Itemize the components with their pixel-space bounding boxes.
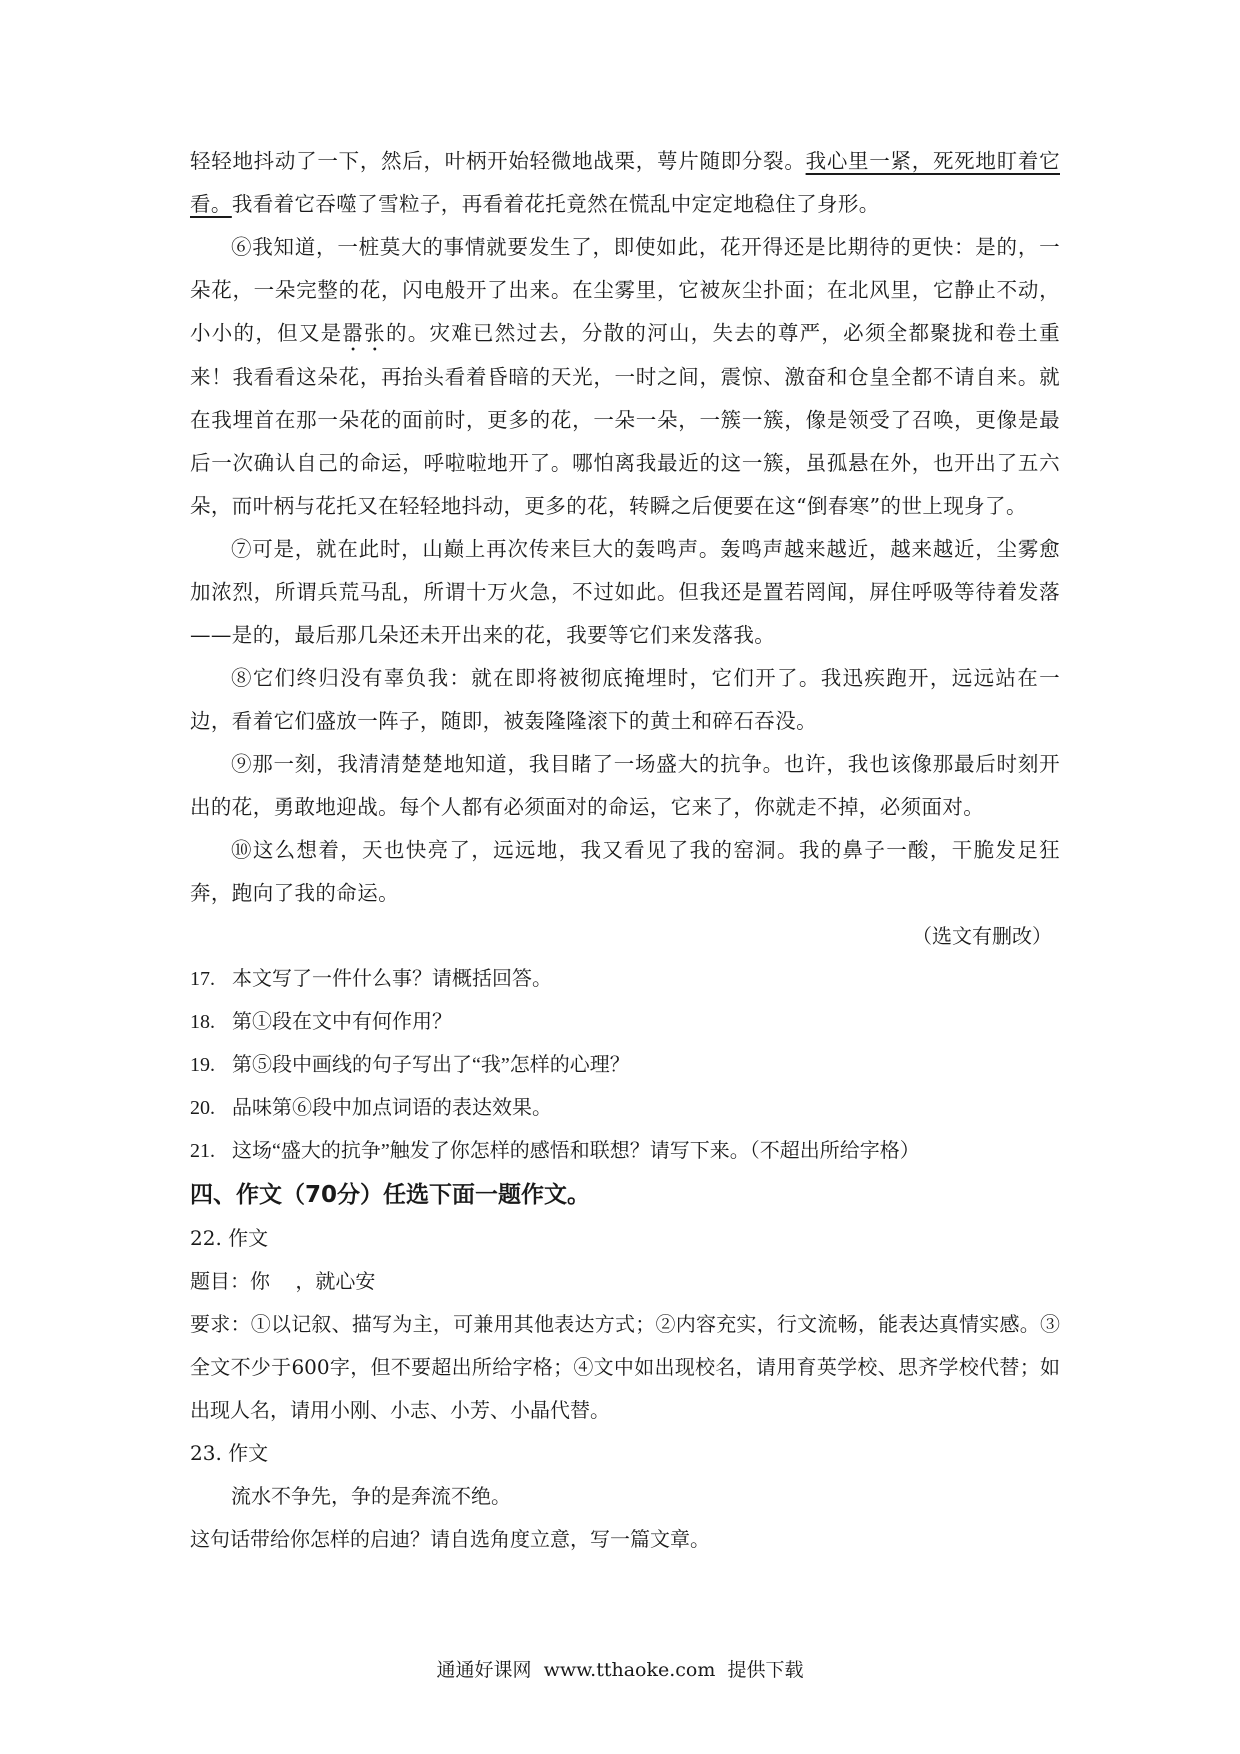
passage-paragraph-10: ⑩这么想着，天也快亮了，远远地，我又看见了我的窑洞。我的鼻子一酸，干脆发足狂奔，跑向了我的命运。 [190, 838, 1060, 905]
question-text: 第①段在文中有何作用？ [232, 1011, 452, 1033]
essay-section-title: 四、作文（70分）任选下面一题作文。 [190, 1182, 591, 1208]
dotted-word: 嚣张 [342, 321, 386, 345]
question-21 [190, 1130, 1060, 1173]
question-17 [190, 958, 1060, 1001]
question-number: 21. [190, 1140, 215, 1162]
passage-paragraph-6 [190, 226, 1060, 528]
question-text: 品味第⑥段中加点词语的表达效果。 [232, 1097, 552, 1119]
question-number: 18. [190, 1011, 215, 1033]
essay-23-prompt: 这句话带给你怎样的启迪？请自选角度立意，写一篇文章。 [190, 1527, 710, 1551]
page-footer: 通通好课网 www.tthaoke.com 提供下载 [436, 1659, 804, 1681]
p5-text-b: 我看着它吞噬了雪粒子，再看着花托竟然在慌乱中定定地稳住了身形。 [231, 192, 880, 216]
underlined-sentence: 我心里一紧，死死地盯着它看。 [190, 149, 1060, 216]
p5-text-a: 轻轻地抖动了一下，然后，叶柄开始轻微地战栗，萼片随即分裂。 [190, 149, 806, 173]
essay-23-label: 23. 作文 [190, 1441, 269, 1465]
question-19 [190, 1044, 1060, 1087]
question-number: 20. [190, 1097, 215, 1119]
passage-paragraph-7: ⑦可是，就在此时，山巅上再次传来巨大的轰鸣声。轰鸣声越来越近，越来越近，尘雾愈加浓烈，所谓兵荒马乱，所谓十万火急，不过如此。但我还是置若罔闻，屏住呼吸等待着发落——是的，最后那几朵还未开出来的花，我要等它们来发落我。 [190, 537, 1060, 647]
essay-22-topic: 题目：你 ，就心安 [190, 1269, 376, 1293]
essay-23-quote: 流水不争先，争的是奔流不绝。 [231, 1484, 511, 1508]
question-list [190, 958, 1060, 1173]
question-20 [190, 1087, 1060, 1130]
question-text: 本文写了一件什么事？请概括回答。 [232, 968, 552, 990]
essay-22-requirements: 要求：①以记叙、描写为主，可兼用其他表达方式；②内容充实，行文流畅，能表达真情实感。③全文不少于600字，但不要超出所给字格；④文中如出现校名，请用育英学校、思齐学校代替；如出现人名，请用小刚、小志、小芳、小晶代替。 [190, 1312, 1060, 1422]
question-18 [190, 1001, 1060, 1044]
passage-paragraph-9: ⑨那一刻，我清清楚楚地知道，我目睹了一场盛大的抗争。也许，我也该像那最后时刻开出的花，勇敢地迎战。每个人都有必须面对的命运，它来了，你就走不掉，必须面对。 [190, 752, 1060, 819]
passage-paragraph-8: ⑧它们终归没有辜负我：就在即将被彻底掩埋时，它们开了。我迅疾跑开，远远站在一边，看着它们盛放一阵子，随即，被轰隆隆滚下的黄土和碎石吞没。 [190, 666, 1060, 733]
question-number: 17. [190, 968, 215, 990]
document-page [190, 140, 1060, 1561]
p6-text-a: ⑥我知道，一桩莫大的事情就要发生了，即使如此，花开得还是比期待的更快：是的，一朵花，一朵完整的花，闪电般开了出来。在尘雾里，它被灰尘扑面；在北风里，它静止不动，小小的，但又是 [190, 235, 1060, 345]
question-number: 19. [190, 1054, 215, 1076]
p6-text-b: 的。灾难已然过去，分散的河山，失去的尊严，必须全都聚拢和卷土重来！我看看这朵花，再抬头看着昏暗的天光，一时之间，震惊、激奋和仓皇全都不请自来。就在我埋首在那一朵花的面前时，更多的花，一朵一朵，一簇一簇，像是领受了召唤，更像是最后一次确认自己的命运，呼啦啦地开了。哪怕离我最近的这一簇，虽孤悬在外，也开出了五六朵，而叶柄与花托又在轻轻地抖动，更多的花，转瞬之后便要在这“倒春寒”的世上现身了。 [190, 321, 1060, 518]
source-note: （选文有删改） [912, 924, 1052, 948]
essay-22-label: 22. 作文 [190, 1226, 269, 1250]
question-text: 这场“盛大的抗争”触发了你怎样的感悟和联想？请写下来。（不超出所给字格） [232, 1140, 920, 1162]
question-text: 第⑤段中画线的句子写出了“我”怎样的心理？ [232, 1054, 630, 1076]
passage-paragraph-5-continued [190, 140, 1060, 226]
